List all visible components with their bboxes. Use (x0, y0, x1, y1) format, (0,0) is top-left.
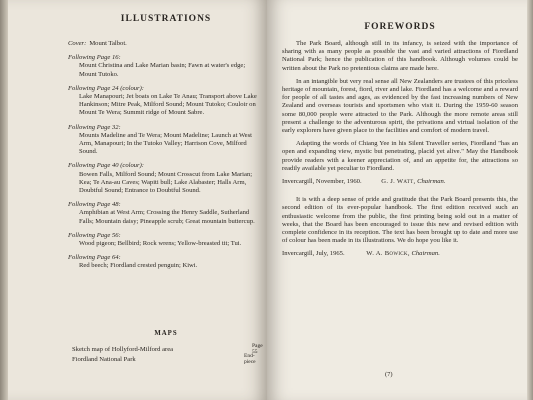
entry-text: Mounts Madeline and Te Wera; Mount Madeline; Launch at West Arm, Manapouri; In the Tutoko Valley; Harrison Cove, Milford Sound. (79, 131, 252, 156)
entry-text: Red beech; Fiordland crested penguin; Kiwi. (79, 262, 198, 270)
foreword-2 (282, 196, 518, 245)
entry-label: Following Page 16: (68, 54, 121, 62)
forewords-heading: FOREWORDS (364, 22, 436, 32)
illustration-entry (68, 201, 264, 226)
illustration-entry (68, 54, 264, 79)
entry-label: Following Page 56: (68, 231, 121, 239)
page-edge (527, 0, 533, 400)
illustrations-list (68, 40, 264, 277)
foreword-paragraph: It is with a deep sense of pride and gratitude that the Park Board presents this, the second edition of its ever-popular handbook. The first edition received such an enthusiastic welcome from the public, the first printing being sold out in a matter of weeks, that the Board has been encouraged to issue this new and revised edition with complete confidence in its reception. The text has been brought up to date and more use of colour has been made in its illustrations. We do hope you like it. (282, 196, 518, 245)
maps-heading: MAPS (154, 330, 178, 337)
signature-title: Chairman. (411, 250, 440, 258)
signature-place-date: Invercargill, July, 1965. (282, 250, 345, 258)
signature-name: W. A. Bowick, (366, 250, 410, 258)
foreword-1 (282, 40, 518, 173)
entry-label: Following Page 64: (68, 254, 121, 262)
map-ref: Page 55 (252, 343, 263, 355)
foreword-paragraph: In an intangible but very real sense all New Zealanders are trustees of this priceless heritage of mountain, forest, fiord, river and lake. Fiordland has a welcome and a reward for people of all tastes and ages, as evidenced by the fast increasing numbers of New Zealand and overseas tourists and sportsmen who visit it. During the 1959-60 season some 80,000 people were attracted to the Park. Although the more remote areas still present a challenge to the adventurous spirit, the privations and virtual isolation of the early explorers have given place to the facilities and comfort of modern travel. (282, 77, 518, 135)
entry-label: Following Page 40 (colour): (68, 162, 144, 170)
entry-label: Following Page 32: (68, 123, 121, 131)
illustration-entry (68, 40, 264, 48)
signature-place-date: Invercargill, November, 1960. (282, 178, 362, 186)
signature-title: Chairman. (417, 178, 446, 186)
page-number: (7) (385, 371, 393, 378)
map-title: Sketch map of Hollyford-Milford area (72, 346, 174, 353)
entry-text: Lake Manapouri; Jet boats on Lake Te Anau; Transport above Lake Hankinson; Mitre Peak, Milford Sound; Mount Tutoko; Couloir on Mount Te Wera; Summit ridge of Mount Sabre. (79, 93, 257, 117)
signature-2 (282, 250, 518, 258)
signature-1 (282, 178, 518, 186)
entry-label: Following Page 24 (colour): (68, 84, 144, 92)
illustration-entry (68, 124, 264, 157)
map-entry (72, 353, 256, 365)
foreword-paragraph: The Park Board, although still in its infancy, is seized with the importance of sharing with as many people as possible the vast and varied attractions of Fiordland National Park; hence the publication of this handbook. Although volumes could be written about the Park no pretentious claims are made here. (282, 40, 518, 72)
illustrations-heading: ILLUSTRATIONS (120, 14, 212, 24)
illustration-entry (68, 254, 264, 270)
entry-text: Mount Talbot. (89, 40, 127, 47)
entry-text: Bowen Falls, Milford Sound; Mount Crosscut from Lake Marian; Kea; Te Ana-au Caves; Wapiti bull; Lake Alabaster; Halls Arm, Doubtful Sound; Entrance to Doubtful Sound. (79, 170, 253, 195)
entry-text: Wood pigeon; Bellbird; Rock wrens; Yellow-breasted tit; Tui. (79, 240, 242, 248)
signature-name: G. J. Watt, (381, 178, 416, 186)
entry-text: Amphibian at West Arm; Crossing the Henry Saddle, Sutherland Falls; Mountain daisy; Pineapple scrub; Great mountain buttercup. (79, 209, 255, 225)
entry-label: Cover: (68, 40, 87, 47)
entry-label: Following Page 48: (68, 201, 121, 209)
page-edge (0, 0, 8, 400)
illustration-entry (68, 85, 264, 118)
forewords-body (282, 40, 518, 269)
illustration-entry (68, 232, 264, 248)
foreword-paragraph: Adapting the words of Chiang Yee in his Silent Traveller series, Fiordland "has an open and expanding view, mystic but penetrating, placid yet alive." May the Handbook provide readers with a keener appreciation of, and an appetite for, the attractions so readily available yet peculiar to Fiordland. (282, 140, 518, 172)
map-entry (72, 343, 263, 355)
map-title: Fiordland National Park (72, 356, 136, 363)
map-ref: End-piece (244, 353, 256, 365)
entry-text: Mount Christina and Lake Marian basin; Fawn at water's edge; Mount Tutoko. (79, 62, 246, 78)
illustration-entry (68, 162, 264, 195)
